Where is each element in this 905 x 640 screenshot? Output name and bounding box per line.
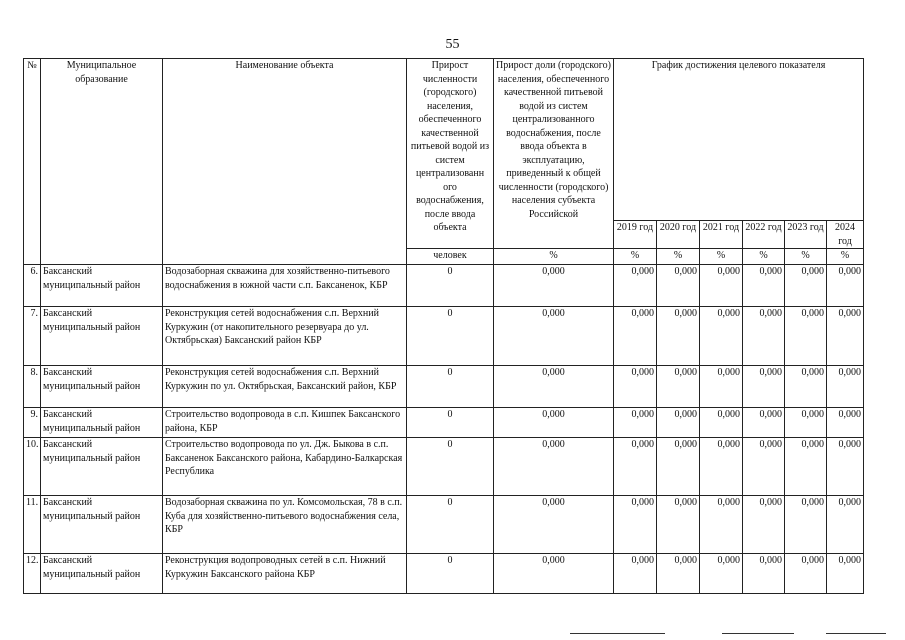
row-year-value: 0,000: [657, 366, 700, 408]
row-number: 12.: [24, 554, 41, 594]
row-growth-share: 0,000: [494, 366, 614, 408]
row-year-value: 0,000: [743, 307, 785, 366]
row-object: Водозаборная скважина по ул. Комсомольская, 78 в с.п. Куба для хозяйственно-питьевого водоснабжения села, КБР: [163, 496, 407, 554]
row-municipality: Баксанский муниципальный район: [41, 265, 163, 307]
header-schedule: График достижения целевого показателя: [614, 59, 864, 221]
row-growth-share: 0,000: [494, 496, 614, 554]
target-indicator-table: [23, 58, 864, 594]
header-municipality: Муниципальное образование: [41, 59, 163, 265]
row-municipality: Баксанский муниципальный район: [41, 496, 163, 554]
row-object: Реконструкция сетей водоснабжения с.п. Верхний Куркужин (от накопительного резервуара до ул. Октябрьская) Баксанский район КБР: [163, 307, 407, 366]
footer-line: [570, 633, 665, 634]
row-year-value: 0,000: [743, 265, 785, 307]
row-object: Строительство водопровода в с.п. Кишпек Баксанского района, КБР: [163, 408, 407, 438]
row-year-value: 0,000: [827, 265, 864, 307]
row-number: 11.: [24, 496, 41, 554]
row-year-value: 0,000: [657, 265, 700, 307]
row-municipality: Баксанский муниципальный район: [41, 554, 163, 594]
unit-count: человек: [407, 249, 494, 265]
table-row: [24, 265, 864, 307]
unit-year: %: [657, 249, 700, 265]
row-year-value: 0,000: [700, 496, 743, 554]
row-municipality: Баксанский муниципальный район: [41, 438, 163, 496]
row-growth-share: 0,000: [494, 307, 614, 366]
row-year-value: 0,000: [743, 408, 785, 438]
row-year-value: 0,000: [700, 408, 743, 438]
row-municipality: Баксанский муниципальный район: [41, 366, 163, 408]
row-year-value: 0,000: [785, 265, 827, 307]
table-row: [24, 554, 864, 594]
row-object: Водозаборная скважина для хозяйственно-питьевого водоснабжения в южной части с.п. Баксаненок, КБР: [163, 265, 407, 307]
header-growth-share: Прирост доли (городского) населения, обеспеченного качественной питьевой водой из систем централизованного водоснабжения, после ввода объекта в эксплуатацию, приведенный к общей численности (городского) населения субъекта Российской: [494, 59, 614, 249]
table-row: [24, 408, 864, 438]
row-object: Строительство водопровода по ул. Дж. Быкова в с.п. Баксаненок Баксанского района, Кабардино-Балкарская Республика: [163, 438, 407, 496]
header-object: Наименование объекта: [163, 59, 407, 265]
unit-year: %: [785, 249, 827, 265]
row-year-value: 0,000: [700, 366, 743, 408]
row-object: Реконструкция сетей водоснабжения с.п. Верхний Куркужин по ул. Октябрьская, Баксанский район, КБР: [163, 366, 407, 408]
unit-year: %: [743, 249, 785, 265]
unit-year: %: [700, 249, 743, 265]
row-year-value: 0,000: [700, 307, 743, 366]
footer-line: [826, 633, 886, 634]
row-year-value: 0,000: [700, 438, 743, 496]
row-growth-share: 0,000: [494, 554, 614, 594]
row-year-value: 0,000: [827, 408, 864, 438]
row-year-value: 0,000: [743, 496, 785, 554]
table-row: [24, 496, 864, 554]
row-number: 10.: [24, 438, 41, 496]
table-row: [24, 438, 864, 496]
row-number: 7.: [24, 307, 41, 366]
row-year-value: 0,000: [614, 265, 657, 307]
header-year: 2021 год: [700, 221, 743, 249]
row-growth-share: 0,000: [494, 265, 614, 307]
row-year-value: 0,000: [827, 438, 864, 496]
row-year-value: 0,000: [785, 554, 827, 594]
row-year-value: 0,000: [785, 496, 827, 554]
row-growth-count: 0: [407, 265, 494, 307]
row-year-value: 0,000: [657, 307, 700, 366]
table-row: [24, 366, 864, 408]
header-year: 2020 год: [657, 221, 700, 249]
row-year-value: 0,000: [827, 554, 864, 594]
row-year-value: 0,000: [785, 408, 827, 438]
row-growth-count: 0: [407, 307, 494, 366]
row-number: 8.: [24, 366, 41, 408]
row-growth-count: 0: [407, 366, 494, 408]
row-year-value: 0,000: [827, 496, 864, 554]
row-year-value: 0,000: [785, 307, 827, 366]
row-year-value: 0,000: [700, 265, 743, 307]
row-growth-count: 0: [407, 496, 494, 554]
row-year-value: 0,000: [743, 438, 785, 496]
header-year: 2024 год: [827, 221, 864, 249]
row-object: Реконструкция водопроводных сетей в с.п. Нижний Куркужин Баксанского района КБР: [163, 554, 407, 594]
row-growth-count: 0: [407, 408, 494, 438]
header-year: 2019 год: [614, 221, 657, 249]
row-municipality: Баксанский муниципальный район: [41, 307, 163, 366]
row-growth-count: 0: [407, 554, 494, 594]
unit-year: %: [614, 249, 657, 265]
unit-year: %: [827, 249, 864, 265]
row-growth-count: 0: [407, 438, 494, 496]
row-year-value: 0,000: [614, 366, 657, 408]
row-year-value: 0,000: [614, 307, 657, 366]
row-year-value: 0,000: [785, 366, 827, 408]
row-year-value: 0,000: [743, 366, 785, 408]
footer-line: [722, 633, 794, 634]
row-year-value: 0,000: [614, 496, 657, 554]
row-number: 6.: [24, 265, 41, 307]
row-year-value: 0,000: [743, 554, 785, 594]
row-growth-share: 0,000: [494, 438, 614, 496]
row-number: 9.: [24, 408, 41, 438]
row-year-value: 0,000: [827, 307, 864, 366]
row-growth-share: 0,000: [494, 408, 614, 438]
row-year-value: 0,000: [614, 408, 657, 438]
header-year: 2022 год: [743, 221, 785, 249]
page-number: 55: [445, 37, 460, 52]
row-year-value: 0,000: [657, 408, 700, 438]
row-municipality: Баксанский муниципальный район: [41, 408, 163, 438]
row-year-value: 0,000: [657, 496, 700, 554]
row-year-value: 0,000: [657, 554, 700, 594]
row-year-value: 0,000: [657, 438, 700, 496]
header-no: №: [24, 59, 41, 265]
table-row: [24, 307, 864, 366]
row-year-value: 0,000: [785, 438, 827, 496]
row-year-value: 0,000: [700, 554, 743, 594]
row-year-value: 0,000: [614, 438, 657, 496]
header-year: 2023 год: [785, 221, 827, 249]
row-year-value: 0,000: [827, 366, 864, 408]
row-year-value: 0,000: [614, 554, 657, 594]
unit-share: %: [494, 249, 614, 265]
header-growth-count: Прирост численности (городского) населения, обеспеченного качественной питьевой водой из систем централизованн ого водоснабжения, после ввода объекта: [407, 59, 494, 249]
